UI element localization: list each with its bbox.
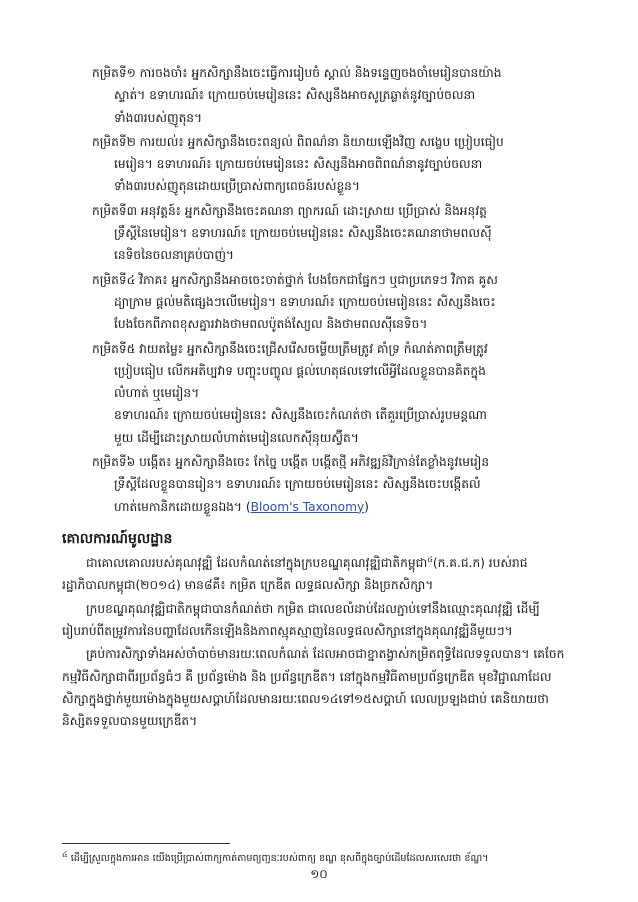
level-4-line-2: ដ្យាក្រាម ផ្តល់មតិផ្សេងៗលើមេរៀន។ ឧទាហរណ៍៖ ក្រោយចប់មេរៀននេះ សិស្សនឹងចេះ	[114, 294, 496, 309]
level-6-line-3: ហាត់មេកានិកដោយខ្លួនឯង។ (Bloom's Taxonomy)	[114, 499, 369, 514]
level-6-line-2: ទ្រឹស្តីដែលខ្លួនបានរៀន។ ឧទាហរណ៍៖ ក្រោយចប់មេរៀននេះ សិស្សនឹងចេះបង្កើតលំ	[114, 477, 481, 492]
level-3-line-3: នេទិចនៃចលនាគ្រប់បាញ់។	[114, 248, 234, 263]
level-1-line-3: ទាំង៣របស់ញូតុន។	[114, 110, 203, 125]
level-5-example-line-2: មួយ ដើម្បីដោះស្រាយលំហាត់មេរៀនលេកស៊ីនុយស្វ៊ីត។	[114, 430, 359, 445]
level-3	[92, 200, 548, 267]
paragraph-1-text: ជាគោលគោលរបស់គុណវុឌ្ឍិ ដែលកំណត់នៅក្នុងក្របខណ្ឌគុណវុឌ្ឍិជាតិកម្ពុជា	[86, 556, 428, 571]
section-heading: គោលការណ៍មូលដ្ឋាន	[62, 531, 173, 547]
level-2-line-2: មេរៀន។ ឧទាហរណ៍៖ ក្រោយចប់មេរៀននេះ សិស្សនឹងអាចពិពណ៌នានូវច្បាប់ចលនា	[114, 157, 483, 172]
learning-levels-list	[92, 62, 548, 520]
footnote-reference[interactable]: ៤	[427, 555, 433, 564]
footnote-text: ដើម្បីស្រួលក្នុងការអាន យើងប្រើប្រាស់ពាក្យកាត់តាមព្យញ្ជនៈរបស់ពាក្យ ខណ្ឌ ខុសពីក្នុងច្បាប់ដើមដែលសរសេរថា ខ័ណ្ឌ។	[70, 853, 489, 865]
level-2	[92, 131, 548, 198]
level-5-line-3: លំហាត់ ឬមេរៀន។	[114, 386, 200, 401]
level-4	[92, 269, 548, 336]
level-5-line-1: កម្រិតទី៥ វាយតម្លៃ៖ អ្នកសិក្សានឹងចេះជ្រើសរើសចម្លើយត្រឹមត្រូវ គាំទ្រ កំណត់ភាពត្រឹមត្រូវ	[92, 341, 488, 356]
level-2-line-3: ទាំង៣របស់ញូតុនដោយប្រើប្រាស់ពាក្យពេចន៍របស់ខ្លួន។	[114, 179, 360, 194]
level-1-line-2: ស្ទាត់។ ឧទាហរណ៍៖ ក្រោយចប់មេរៀននេះ សិស្សនឹងអាចសូត្រឆ្លាត់នូវច្បាប់ចលនា	[114, 88, 476, 103]
paragraph-1	[62, 549, 570, 597]
level-1-line-1: កម្រិតទី១ ការចងចាំ៖ អ្នកសិក្សានឹងចេះធ្វើការរៀបចំ ស្គាល់ និងទន្ទេញចងចាំមេរៀនបានយ៉ាង	[92, 66, 502, 80]
blooms-taxonomy-link[interactable]: Bloom's Taxonomy	[250, 499, 365, 514]
paragraph-2: ក្របខណ្ឌគុណវុឌ្ឍិជាតិកម្ពុជាបានកំណត់ថា កម្រិត ជាលេខលំដាប់ដែលភ្ជាប់ទៅនឹងឈ្មោះគុណវុឌ្ឍិ ដើម្បីរៀបរាប់ពីតម្រូវការនៃបញ្ហាដែលកើនឡើងនិងភាពស្មុគស្មាញនៃលទ្ធផលសិក្សានៅក្នុងគុណវុឌ្ឍិនីមួយៗ។	[62, 601, 540, 638]
page-number: ១០	[310, 867, 328, 881]
paragraph-3: គ្រប់ការសិក្សាទាំងអស់ចាំបាច់មានរយៈពេលកំណត់ ដែលអាចជាខ្នាតង្វាស់កម្រិតពុទ្ធិដែលទទួលបាន។ គេចែកកម្មវិធីសិក្សាជាពីរប្រព័ន្ធធំៗ គឺ ប្រព័ន្ធម៉ោង និង ប្រព័ន្ធក្រេឌីត។ នៅក្នុងកម្មវិធីតាមប្រព័ន្ធក្រេឌីត មុខវិជ្ជាណាដែលសិក្សាក្នុងថ្នាក់មួយម៉ោងក្នុងមួយសប្តាហ៍ដែលមានរយៈពេល១៤ទៅ១៥សប្តាហ៍ លេលប្រឡងជាប់ គេនិយាយថា និស្សិតទទួលបានមួយក្រេឌីត។	[62, 647, 565, 729]
level-3-line-2: ទ្រឹស្តីនៃមេរៀន។ ឧទាហរណ៍៖ ក្រោយចប់មេរៀននេះ សិស្សនឹងចេះគណនាថាមពលស៊ី	[114, 226, 492, 241]
level-5-line-2: ប្រៀបធៀប លើកអតិប្បវាទ បញ្ចុះបញ្ចូល ផ្តល់ហេតុផលទៅលើអ្វីដែលខ្លួនបានគិតក្នុង	[114, 363, 486, 378]
level-4-line-1: កម្រិតទី៤ វិភាគ៖ អ្នកសិក្សានឹងអាចចេះចាត់ថ្នាក់ បែងចែកជាផ្នែកៗ ឬជាប្រភេទៗ វិភាគ គូស	[92, 272, 498, 287]
level-2-line-1: កម្រិតទី២ ការយល់៖ អ្នកសិក្សានឹងចេះពន្យល់ ពិពណ៌នា និយាយឡើងវិញ សង្ខេប ប្រៀបធៀប	[92, 134, 504, 149]
level-5-example-line-1: ឧទាហរណ៍៖ ក្រោយចប់មេរៀននេះ សិស្សនឹងចេះកំណត់ថា តើគួរប្រើប្រាស់រូបមន្តណា	[114, 408, 487, 423]
level-6-line-3-text: ហាត់មេកានិកដោយខ្លួនឯង។	[114, 499, 242, 514]
level-6	[92, 451, 548, 518]
level-5	[92, 338, 548, 449]
footnote	[62, 848, 570, 866]
level-3-line-1: កម្រិតទី៣ អនុវត្តន៍៖ អ្នកសិក្សានឹងចេះគណនា ព្យាករណ៍ ដោះស្រាយ ប្រើប្រាស់ និងអនុវត្ត	[92, 203, 487, 218]
footnote-divider	[62, 843, 230, 844]
level-1	[92, 62, 548, 129]
footnote-marker: ៤	[62, 850, 68, 859]
body-text	[62, 549, 570, 733]
paragraph-1-text-after: (ក.គ.ជ.ក) របស់រាជរដ្ឋាភិបាលកម្ពុជា(២០១៤) មាន៨គឺ៖ កម្រិត ក្រេឌីត លទ្ធផលសិក្សា និងច្រកសិក្សា។	[62, 556, 528, 593]
level-6-line-1: កម្រិតទី៦ បង្កើត៖ អ្នកសិក្សានឹងចេះ កែច្នៃ បង្កើត បង្កើតថ្មី អភិវឌ្ឍន៍វិក្រាន់តែខ្លាំងនូវមេរៀន	[92, 455, 490, 470]
level-4-line-3: បែងចែកពីភាពខុសគ្នារវាងថាមពលប៉ូតង់ស្យែល និងថាមពលស៊ីនេទិច។	[114, 317, 428, 332]
